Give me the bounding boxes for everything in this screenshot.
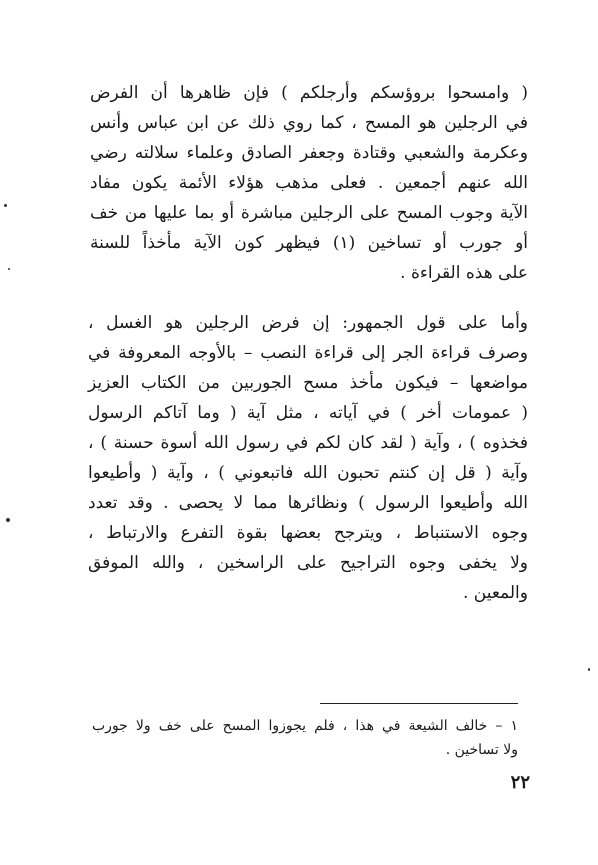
scan-speck — [6, 518, 10, 522]
footnote-line: ولا تساخين . — [445, 742, 518, 758]
text-line: وجوه الاستنباط ، ويترجح بعضها بقوة التفرع والارتباط ، — [88, 523, 528, 543]
text-line: والمعين . — [462, 583, 528, 603]
text-line: الآية وجوب المسح على الرجلين مباشرة أو بما عليها من خف — [90, 203, 528, 223]
text-line: الله وأطيعوا الرسول ) ونظائرها مما لا يحصى . وقد تعدد — [88, 493, 528, 513]
text-line: ( عمومات أخر ) في آياته ، مثل آية ( وما آتاكم الرسول — [88, 403, 528, 423]
text-line: ( وامسحوا بروؤسكم وأرجلكم ) فإن ظاهرها أن الفرض — [90, 83, 528, 103]
paragraph-1 — [90, 78, 528, 288]
footnote-separator — [320, 703, 518, 704]
page-number: ٢٢ — [510, 772, 530, 793]
text-line: أو جورب أو تساخين (١) فيظهر كون الآية مأخذاً للسنة — [90, 233, 528, 253]
scan-speck — [4, 204, 7, 207]
text-line: في الرجلين هو المسح ، كما روي ذلك عن ابن عباس وأنس — [90, 113, 528, 133]
paragraph-2 — [88, 308, 528, 608]
scan-speck — [8, 268, 10, 270]
text-line: على هذه القراءة . — [400, 263, 528, 283]
text-line: الله عنهم أجمعين . فعلى مذهب هؤلاء الأئمة يكون مفاد — [90, 173, 528, 193]
scan-speck — [588, 668, 590, 671]
footnote — [92, 714, 518, 762]
text-line: وصرف قراءة الجر إلى قراءة النصب – بالأوجه المعروفة في — [88, 343, 528, 363]
text-line: وأما على قول الجمهور: إن فرض الرجلين هو الغسل ، — [88, 313, 528, 333]
text-line: وآية ( قل إن كنتم تحبون الله فاتبعوني ) ، وآية ( وأطيعوا — [88, 463, 528, 483]
text-line: مواضعها – فيكون مأخذ مسح الجوربين من الكتاب العزيز — [88, 373, 528, 393]
text-line: ولا يخفى وجوه التراجيح على الراسخين ، والله الموفق — [88, 553, 528, 573]
text-line: وعكرمة والشعبي وقتادة وجعفر الصادق وعلماء سلالته رضي — [90, 143, 528, 163]
text-line: فخذوه ) ، وآية ( لقد كان لكم في رسول الله أسوة حسنة ) ، — [88, 433, 528, 453]
footnote-line: ١ – خالف الشيعة في هذا ، فلم يجوزوا المسح على خف ولا جورب — [92, 718, 518, 734]
